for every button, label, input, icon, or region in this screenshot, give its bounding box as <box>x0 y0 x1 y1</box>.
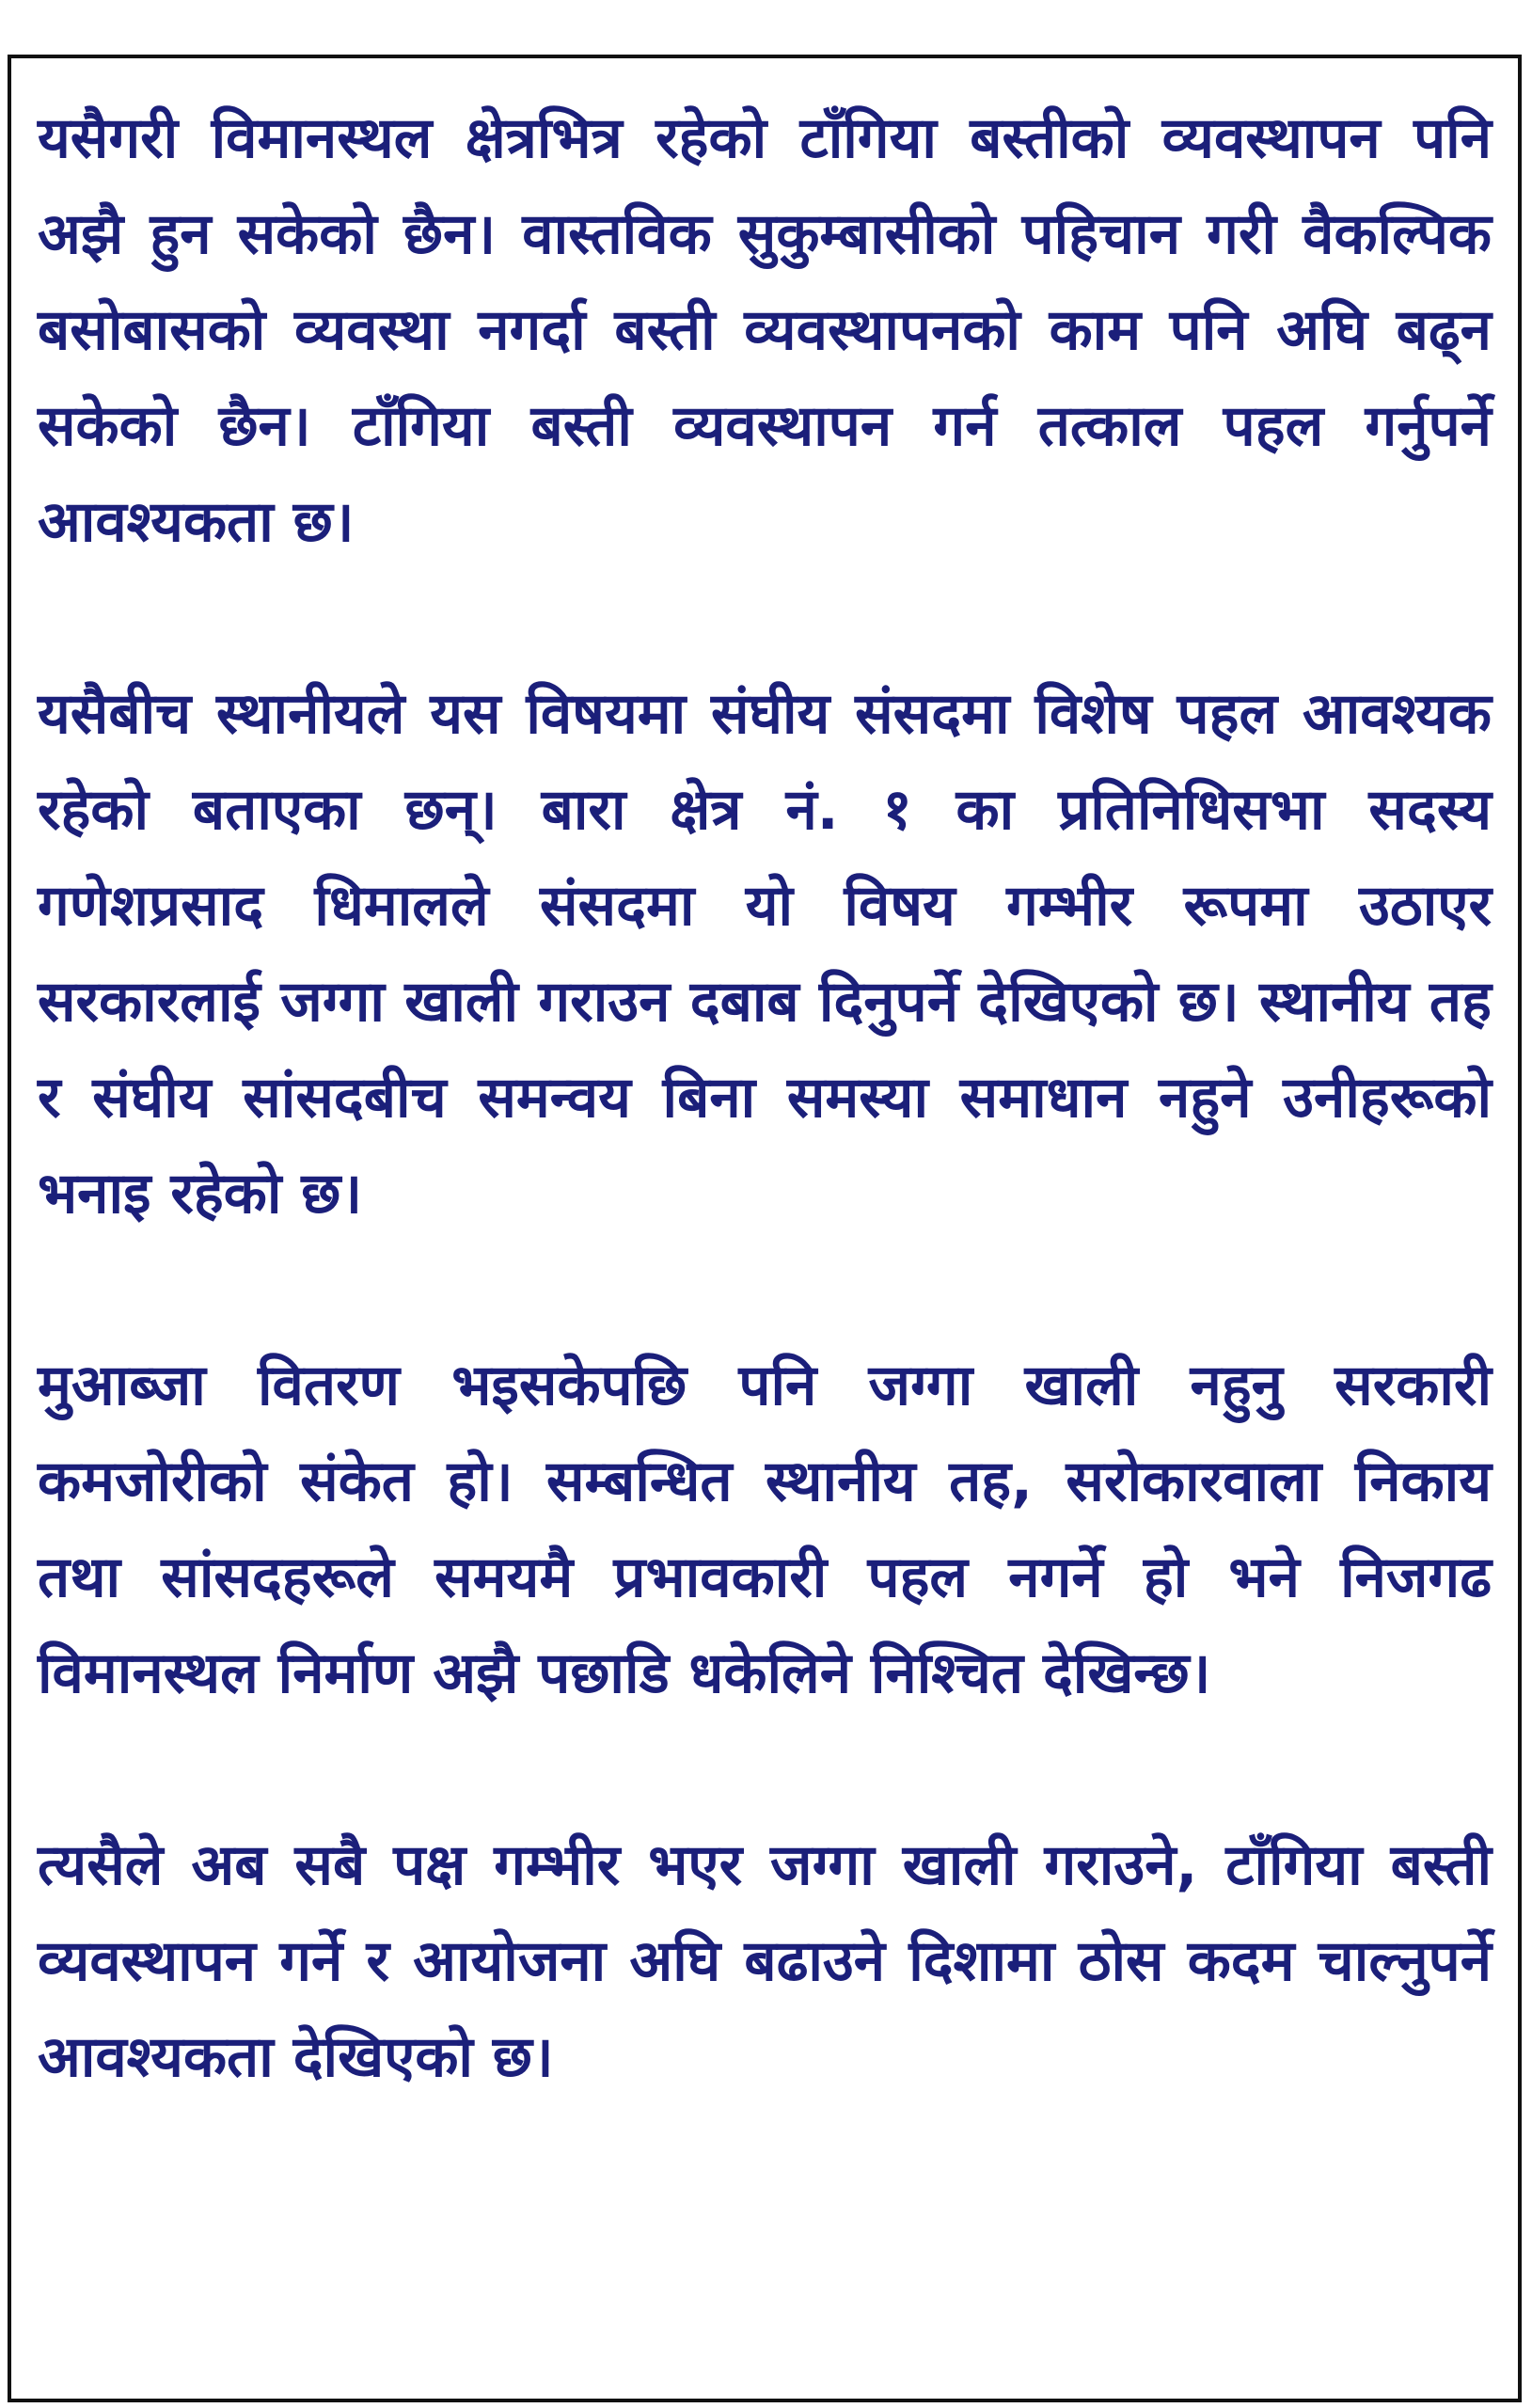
paragraph-2: यसैबीच स्थानीयले यस विषयमा संघीय संसदमा विशेष पहल आवश्यक रहेको बताएका छन्। बारा क्षेत्र नं. १ का प्रतिनिधिसभा सदस्य गणेशप्रसाद धिमालले संसदमा यो विषय गम्भीर रूपमा उठाएर सरकारलाई जग्गा खाली गराउन दबाब दिनुपर्ने देखिएको छ। स्थानीय तह र संघीय सांसदबीच समन्वय बिना समस्या समाधान नहुने उनीहरूको भनाइ रहेको छ। <box>38 681 1492 1227</box>
paragraph-3: मुआब्जा वितरण भइसकेपछि पनि जग्गा खाली नहुनु सरकारी कमजोरीको संकेत हो। सम्बन्धित स्थानीय तह, सरोकारवाला निकाय तथा सांसदहरूले समयमै प्रभावकारी पहल नगर्ने हो भने निजगढ विमानस्थल निर्माण अझै पछाडि धकेलिने निश्चित देखिन्छ। <box>38 1353 1492 1706</box>
paragraph-1: यसैगरी विमानस्थल क्षेत्रभित्र रहेको टाँगिया बस्तीको व्यवस्थापन पनि अझै हुन सकेको छैन। वास्तविक सुकुम्बासीको पहिचान गरी वैकल्पिक बसोबासको व्यवस्था नगर्दा बस्ती व्यवस्थापनको काम पनि अघि बढ्न सकेको छैन। टाँगिया बस्ती व्यवस्थापन गर्न तत्काल पहल गर्नुपर्ने आवश्यकता छ। <box>38 105 1492 555</box>
article-frame <box>8 55 1522 2402</box>
paragraph-4: त्यसैले अब सबै पक्ष गम्भीर भएर जग्गा खाली गराउने, टाँगिया बस्ती व्यवस्थापन गर्ने र आयोजना अघि बढाउने दिशामा ठोस कदम चाल्नुपर्ने आवश्यकता देखिएको छ। <box>38 1832 1492 2090</box>
article-body <box>38 90 1492 2105</box>
